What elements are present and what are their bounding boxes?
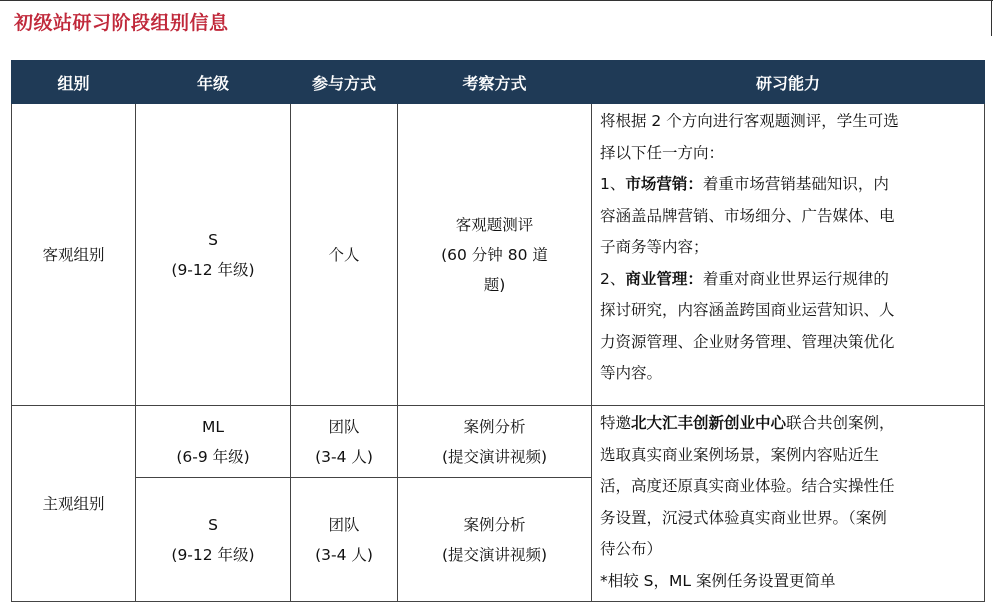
mode-cell: 团队 (3-4 人) [291,406,398,478]
header-grade: 年级 [136,61,291,104]
top-border [0,0,993,1]
header-exam: 考察方式 [398,61,592,104]
partner-name: 北大汇丰创新创业中心 [631,414,787,432]
group-info-table [11,60,985,602]
header-mode: 参与方式 [291,61,398,104]
mode-cell: 团队 (3-4 人) [291,478,398,602]
grade-cell: S (9-12 年级) [136,478,291,602]
exam-cell: 案例分析 (提交演讲视频) [398,478,592,602]
table-row-subjective-ml [12,406,985,478]
direction-marketing: 市场营销： [625,175,703,193]
page-title: 初级站研习阶段组别信息 [14,12,229,34]
ability-cell: 特邀北大汇丰创新创业中心联合共创案例， 选取真实商业案例场景，案例内容贴近生 活，高度还原真实商业体验。结合实操性任 务设置，沉浸式体验真实商业世界。（案例 待公布） *相较 S，ML 案例任务设置更简单 [592,406,985,602]
direction-management: 商业管理： [625,269,703,288]
header-row [12,61,985,104]
mode-cell: 个人 [291,104,398,406]
grade-cell: ML (6-9 年级) [136,406,291,478]
header-group: 组别 [12,61,136,104]
exam-cell: 客观题测评 (60 分钟 80 道 题) [398,104,592,406]
group-cell: 主观组别 [12,406,136,602]
exam-cell: 案例分析 (提交演讲视频) [398,406,592,478]
ability-cell: 将根据 2 个方向进行客观题测评，学生可选 择以下任一方向： 1、市场营销：着重市场营销基础知识，内 容涵盖品牌营销、市场细分、广告媒体、电 子商务等内容； 2、商业管理：着重对商业世界运行规律的 探讨研究，内容涵盖跨国商业运营知识、人 力资源管理、企业财务管理、管理决策优化 等内容。 [592,104,985,406]
right-border [991,0,992,36]
table-row-objective [12,104,985,406]
grade-cell: S (9-12 年级) [136,104,291,406]
header-ability: 研习能力 [592,61,985,104]
group-cell: 客观组别 [12,104,136,406]
